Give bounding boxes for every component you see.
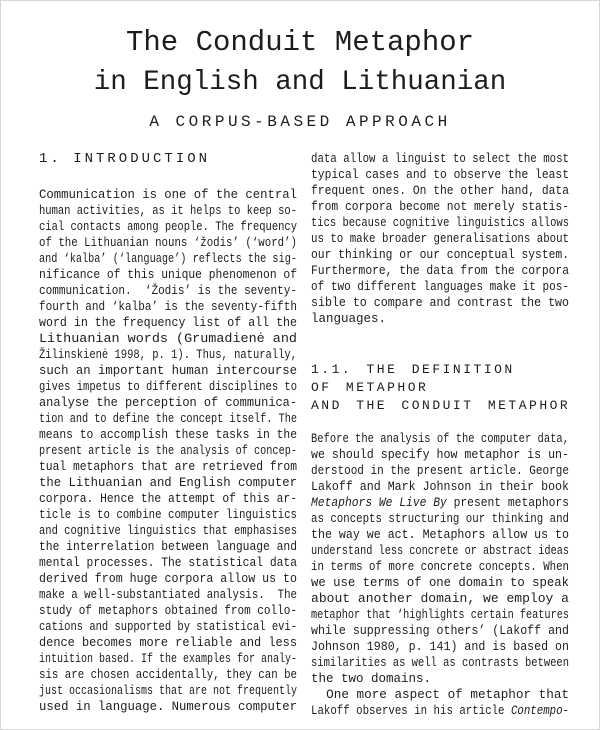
text-line: such an important human intercourse	[39, 364, 297, 378]
text-line: just occasionalisms that are not frequently	[39, 684, 297, 698]
text-line: sible to compare and contrast the two	[311, 296, 569, 310]
text-line: the Lithuanian and English computer	[39, 476, 297, 490]
title-line-1: The Conduit Metaphor	[125, 26, 475, 59]
text-line: human activities, as it helps to keep so-	[39, 204, 297, 218]
text-line: similarities as well as contrasts between	[311, 656, 569, 670]
text-line: communication. ‘Žodis’ is the seventy-	[39, 284, 297, 298]
text-line: frequent ones. On the other hand, data	[311, 184, 569, 198]
text-line: Before the analysis of the computer data,	[311, 432, 569, 446]
text-line: the two domains.	[311, 672, 432, 686]
left-column	[39, 151, 297, 719]
text-line: fourth and ‘kalba’ is the seventy-fifth	[39, 300, 297, 314]
text-line: tual metaphors that are retrieved from	[39, 460, 297, 474]
text-line: data allow a linguist to select the most	[311, 152, 569, 166]
subsection-heading-line-2: OF METAPHOR	[311, 380, 429, 395]
text-line: and cognitive linguistics that emphasises	[39, 524, 297, 538]
text-line: understand less concrete or abstract ideas	[311, 544, 569, 558]
text-line: languages.	[311, 312, 387, 326]
text-line: of two different languages make it pos-	[311, 280, 569, 294]
definition-paragraph-2	[311, 687, 569, 719]
text-line: One more aspect of metaphor that	[311, 688, 569, 702]
subsection-heading-definition	[311, 361, 569, 415]
document-header	[1, 23, 599, 131]
text-line: intuition based. If the examples for analy-	[39, 652, 297, 666]
definition-paragraph-1	[311, 431, 569, 687]
text-line: while suppressing others’ (Lakoff and	[311, 624, 569, 638]
title-line-2: in English and Lithuanian	[93, 67, 507, 98]
text-line: study of metaphors obtained from collo-	[39, 604, 297, 618]
introduction-paragraph-right	[311, 151, 569, 327]
text-line: Lithuanian words (Grumadienė and	[39, 332, 297, 346]
text-line: Metaphors We Live By present metaphors	[311, 496, 569, 510]
text-line: from corpora become not merely statis-	[311, 200, 569, 214]
text-line: Communication is one of the central	[39, 188, 297, 202]
text-line: we use terms of one domain to speak	[311, 576, 569, 590]
text-line: derived from huge corpora allow us to	[39, 572, 297, 586]
text-line: cial contacts among people. The frequency	[39, 220, 297, 234]
text-line: typical cases and to observe the least	[311, 168, 569, 182]
text-line: in terms of more concrete concepts. When	[311, 560, 569, 574]
document-subtitle: A CORPUS-BASED APPROACH	[149, 113, 451, 131]
text-line: nificance of this unique phenomenon of	[39, 268, 297, 282]
text-line: about another domain, we employ a	[311, 592, 569, 606]
text-line: Lakoff observes in his article Contempo-	[311, 704, 569, 718]
text-line: derstood in the present article. George	[311, 464, 569, 478]
introduction-paragraph-left	[39, 187, 297, 715]
text-line: dence becomes more reliable and less	[39, 636, 297, 650]
text-line: the way we act. Metaphors allow us to	[311, 528, 569, 542]
two-column-layout	[1, 151, 599, 719]
text-line: mental processes. The statistical data	[39, 556, 297, 570]
text-line: as concepts structuring our thinking and	[311, 512, 569, 526]
text-line: of the Lithuanian nouns ‘žodis’ (‘word’)	[39, 236, 297, 250]
right-column	[311, 151, 569, 719]
text-line: present article is the analysis of concep-	[39, 444, 297, 458]
text-line: ticle is to combine computer linguistics	[39, 508, 297, 522]
text-line: cations and supported by statistical evi-	[39, 620, 297, 634]
text-line: analyse the perception of communica-	[39, 396, 297, 410]
text-line: we should specify how metaphor is un-	[311, 448, 569, 462]
subsection-heading-line-3: AND THE CONDUIT METAPHOR	[311, 398, 571, 413]
text-line: gives impetus to different disciplines to	[39, 380, 297, 394]
subsection-heading-line-1: 1.1. THE DEFINITION	[311, 362, 515, 377]
text-line: used in language. Numerous computer	[39, 700, 297, 714]
text-line: and ‘kalba’ (‘language’) reflects the sig-	[39, 252, 297, 266]
text-line: metaphor that ‘highlights certain features	[311, 608, 569, 622]
text-line: Johnson 1980, p. 141) and is based on	[311, 640, 569, 654]
text-line: word in the frequency list of all the	[39, 316, 297, 330]
text-line: tion and to define the concept itself. The	[39, 412, 297, 426]
text-line: tics because cognitive linguistics allows	[311, 216, 569, 230]
text-line: us to make broader generalisations about	[311, 232, 569, 246]
text-line: our thinking or our conceptual system.	[311, 248, 569, 262]
text-line: Žilinskienė 1998, p. 1). Thus, naturally,	[39, 348, 297, 362]
document-title	[1, 23, 599, 103]
section-heading-introduction: 1. INTRODUCTION	[39, 151, 211, 167]
text-line: sis are chosen accidentally, they can be	[39, 668, 297, 682]
text-line: make a well-substantiated analysis. The	[39, 588, 297, 602]
text-line: Lakoff and Mark Johnson in their book	[311, 480, 569, 494]
text-line: the interrelation between language and	[39, 540, 297, 554]
text-line: means to accomplish these tasks in the	[39, 428, 297, 442]
text-line: Furthermore, the data from the corpora	[311, 264, 569, 278]
text-line: corpora. Hence the attempt of this ar-	[39, 492, 297, 506]
